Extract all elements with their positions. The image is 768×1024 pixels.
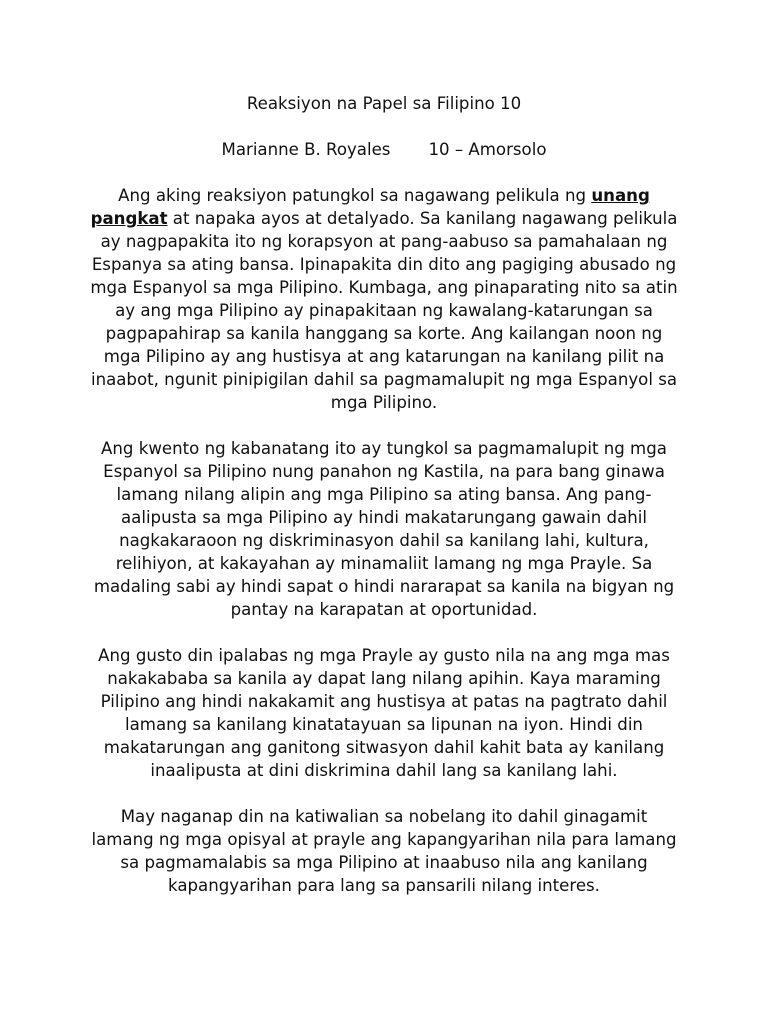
paragraph-4: May naganap din na katiwalian sa nobelang ito dahil ginagamit lamang ng mga opisyal at prayle ang kapangyarihan nila para lamang sa pagmamalabis sa mga Pilipino at inaabuso nila ang kanilang kapangyarihan para lang sa pansarili nilang interes. [91, 807, 677, 895]
paragraph-1-emphasis: unang pangkat [90, 186, 650, 228]
paragraph-1-start: Ang aking reaksiyon patungkol sa nagawang pelikula ng [118, 186, 592, 205]
paragraph-3: Ang gusto din ipalabas ng mga Prayle ay gusto nila na ang mga mas nakakababa sa kanila ay dapat lang nilang apihin. Kaya maraming Pilipino ang hindi nakakamit ang hustisya at patas na pagtrato dahil lamang sa kanilang kinatatayuan sa lipunan na iyon. Hindi din makatarungan ang ganitong sitwasyon dahil kahit bata ay kanilang inaalipusta at dini diskrimina dahil lang sa kanilang lahi. [98, 646, 670, 780]
paragraph-1-rest: at napaka ayos at detalyado. Sa kanilang nagawang pelikula ay nagpapakita ito ng korapsyon at pang-aabuso sa pamahalaan ng Espanya sa ating bansa. Ipinapakita din dito ang pagiging abusado ng mga Espanyol sa mga Pilipino. Kumbaga, ang pinaparating nito sa atin ay ang mga Pilipino ay pinapakitaan ng kawalang-katarungan sa pagpapahirap sa kanila hanggang sa korte. Ang kailangan noon ng mga Pilipino ay ang hustisya at ang katarungan na kanilang pilit na inaabot, ngunit pinipigilan dahil sa pagmamalupit ng mga Espanyol sa mga Pilipino. [90, 209, 678, 412]
paragraph-2: Ang kwento ng kabanatang ito ay tungkol sa pagmamalupit ng mga Espanyol sa Pilipino nung panahon ng Kastila, na para bang ginawa lamang nilang alipin ang mga Pilipino sa ating bansa. Ang pang-aalipusta sa mga Pilipino ay hindi makatarungang gawain dahil nagkakaraoon ng diskriminasyon dahil sa kanilang lahi, kultura, relihiyon, at kakayahan ay minamaliit lamang ng mga Prayle. Sa madaling sabi ay hindi sapat o hindi nararapat sa kanila na bigyan ng pantay na karapatan at oportunidad. [93, 439, 675, 619]
document-page [88, 92, 680, 920]
class-section: 10 – Amorsolo [428, 140, 547, 159]
document-title: Reaksiyon na Papel sa Filipino 10 [246, 94, 522, 113]
author-line [88, 138, 680, 161]
paragraph-1 [88, 184, 680, 414]
author-name: Marianne B. Royales [221, 140, 391, 159]
